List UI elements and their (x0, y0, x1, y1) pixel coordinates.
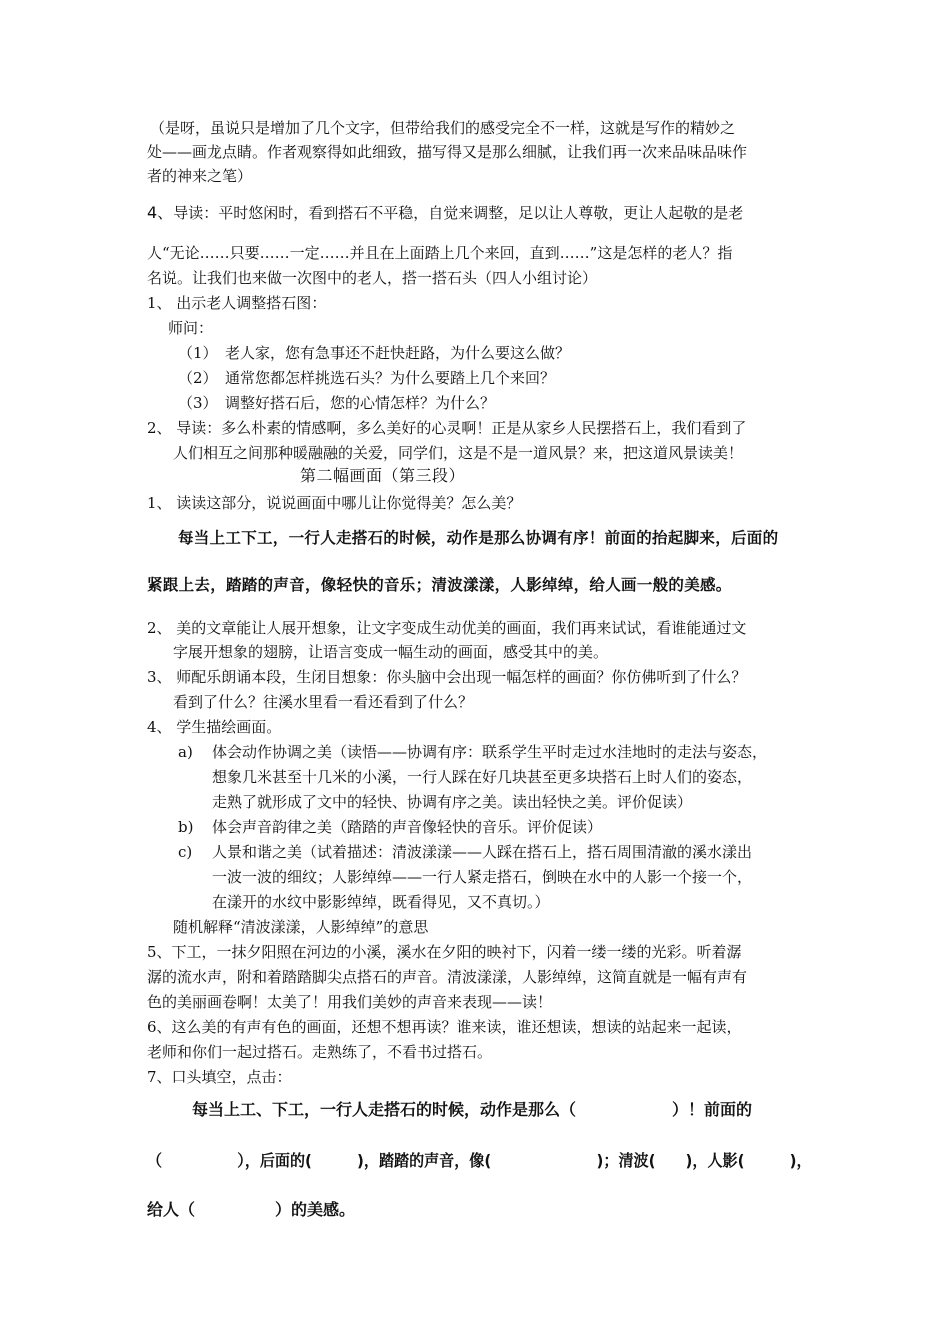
item-c-label: c) (178, 843, 193, 861)
item-c-line-1: 人景和谐之美（试着描述：清波漾漾——人踩在搭石上，搭石周围清澈的溪水漾出 (212, 843, 753, 861)
item-a-line-1: 体会动作协调之美（读悟——协调有序：联系学生平时走过水洼地时的走法与姿态， (212, 743, 768, 761)
fill-blank-line-2: （ ），后面的( )，踏踏的声音，像( )；清波( )，人影( )， (147, 1151, 812, 1170)
section-heading: 第二幅画面（第三段） (300, 466, 466, 485)
item-b-label: b) (178, 818, 194, 836)
sub-item-2-line-2: 人们相互之间那种暖融融的关爱，同学们，这是不是一道风景？来，把这道风景读美！ (173, 444, 744, 462)
step-3-line-2: 看到了什么？往溪水里看一看还看到了什么？ (173, 693, 474, 711)
step-6-line-2: 老师和你们一起过搭石。走熟练了，不看书过搭石。 (147, 1043, 493, 1061)
quote-line-1: 每当上工下工，一行人走搭石的时候，动作是那么协调有序！前面的抬起脚来，后面的 (178, 529, 779, 547)
item-b-line-1: 体会声音韵律之美（踏踏的声音像轻快的音乐。评价促读） (212, 818, 603, 836)
intro-line-1: （是呀，虽说只是增加了几个文字，但带给我们的感受完全不一样，这就是写作的精妙之 (150, 119, 736, 137)
item-4-line-3: 名说。让我们也来做一次图中的老人，搭一搭石头（四人小组讨论） (147, 269, 598, 287)
question-1: （1） 老人家，您有急事还不赶快赶路，为什么要这么做？ (178, 344, 571, 362)
step-2-line-2: 字展开想象的翅膀，让语言变成一幅生动的画面，感受其中的美。 (173, 643, 609, 661)
step-3-line-1: 3、 师配乐朗诵本段，生闭目想象：你头脑中会出现一幅怎样的画面？你仿佛听到了什么？ (147, 668, 747, 686)
step-5-line-1: 5、下工，一抹夕阳照在河边的小溪，溪水在夕阳的映衬下，闪着一缕一缕的光彩。听着潺 (147, 943, 742, 961)
step-2-line-1: 2、 美的文章能让人展开想象，让文字变成生动优美的画面，我们再来试试，看谁能通过文 (147, 619, 747, 637)
intro-line-2: 处——画龙点睛。作者观察得如此细致，描写得又是那么细腻，让我们再一次来品味品味作 (147, 143, 748, 161)
step-5-line-3: 色的美丽画卷啊！太美了！用我们美妙的声音来表现——读！ (147, 993, 553, 1011)
item-c-line-2: 一波一波的细纹；人影绰绰——一行人紧走搭石，倒映在水中的人影一个接一个， (212, 868, 753, 886)
item-4-text: 导读：平时悠闲时，看到搭石不平稳，自觉来调整，足以让人尊敬，更让人起敬的是老 (173, 204, 744, 222)
sub-item-1: 1、 出示老人调整搭石图： (147, 294, 327, 312)
step-7: 7、口头填空，点击： (147, 1068, 292, 1086)
step-6-line-1: 6、这么美的有声有色的画面，还想不想再读？谁来读，谁还想读，想读的站起来一起读， (147, 1018, 742, 1036)
step-4: 4、 学生描绘画面。 (147, 718, 282, 736)
intro-line-3: 者的神来之笔） (147, 167, 253, 185)
item-4-number: 4、 (147, 203, 174, 222)
item-4-line-2: 人“无论……只要……一定……并且在上面踏上几个来回，直到……”这是怎样的老人？指 (147, 244, 733, 262)
item-a-line-3: 走熟了就形成了文中的轻快、协调有序之美。读出轻快之美。评价促读） (212, 793, 693, 811)
fill-blank-line-1: 每当上工、下工，一行人走搭石的时候，动作是那么（ ）！前面的 (192, 1100, 753, 1119)
fill-blank-line-3: 给人（ ）的美感。 (147, 1200, 356, 1219)
item-c-line-3: 在漾开的水纹中影影绰绰，既看得见，又不真切。） (212, 893, 550, 911)
step-1: 1、 读读这部分，说说画面中哪儿让你觉得美？怎么美？ (147, 494, 522, 512)
item-4-line-1 (147, 203, 743, 223)
sub-item-2-line-1: 2、 导读：多么朴素的情感啊，多么美好的心灵啊！正是从家乡人民摆搭石上，我们看到了 (147, 419, 747, 437)
explain-line: 随机解释“清波漾漾，人影绰绰”的意思 (173, 918, 429, 936)
item-a-line-2: 想象几米甚至十几米的小溪，一行人踩在好几块甚至更多块搭石上时人们的姿态， (212, 768, 753, 786)
teacher-ask: 师问： (168, 319, 214, 337)
question-3: （3） 调整好搭石后，您的心情怎样？为什么？ (178, 394, 496, 412)
item-a-label: a) (178, 743, 193, 761)
quote-line-2: 紧跟上去，踏踏的声音，像轻快的音乐；清波漾漾，人影绰绰，给人画一般的美感。 (147, 576, 732, 594)
step-5-line-2: 潺的流水声，附和着踏踏脚尖点搭石的声音。清波漾漾，人影绰绰，这简直就是一幅有声有 (147, 968, 748, 986)
question-2: （2） 通常您都怎样挑选石头？为什么要踏上几个来回？ (178, 369, 556, 387)
